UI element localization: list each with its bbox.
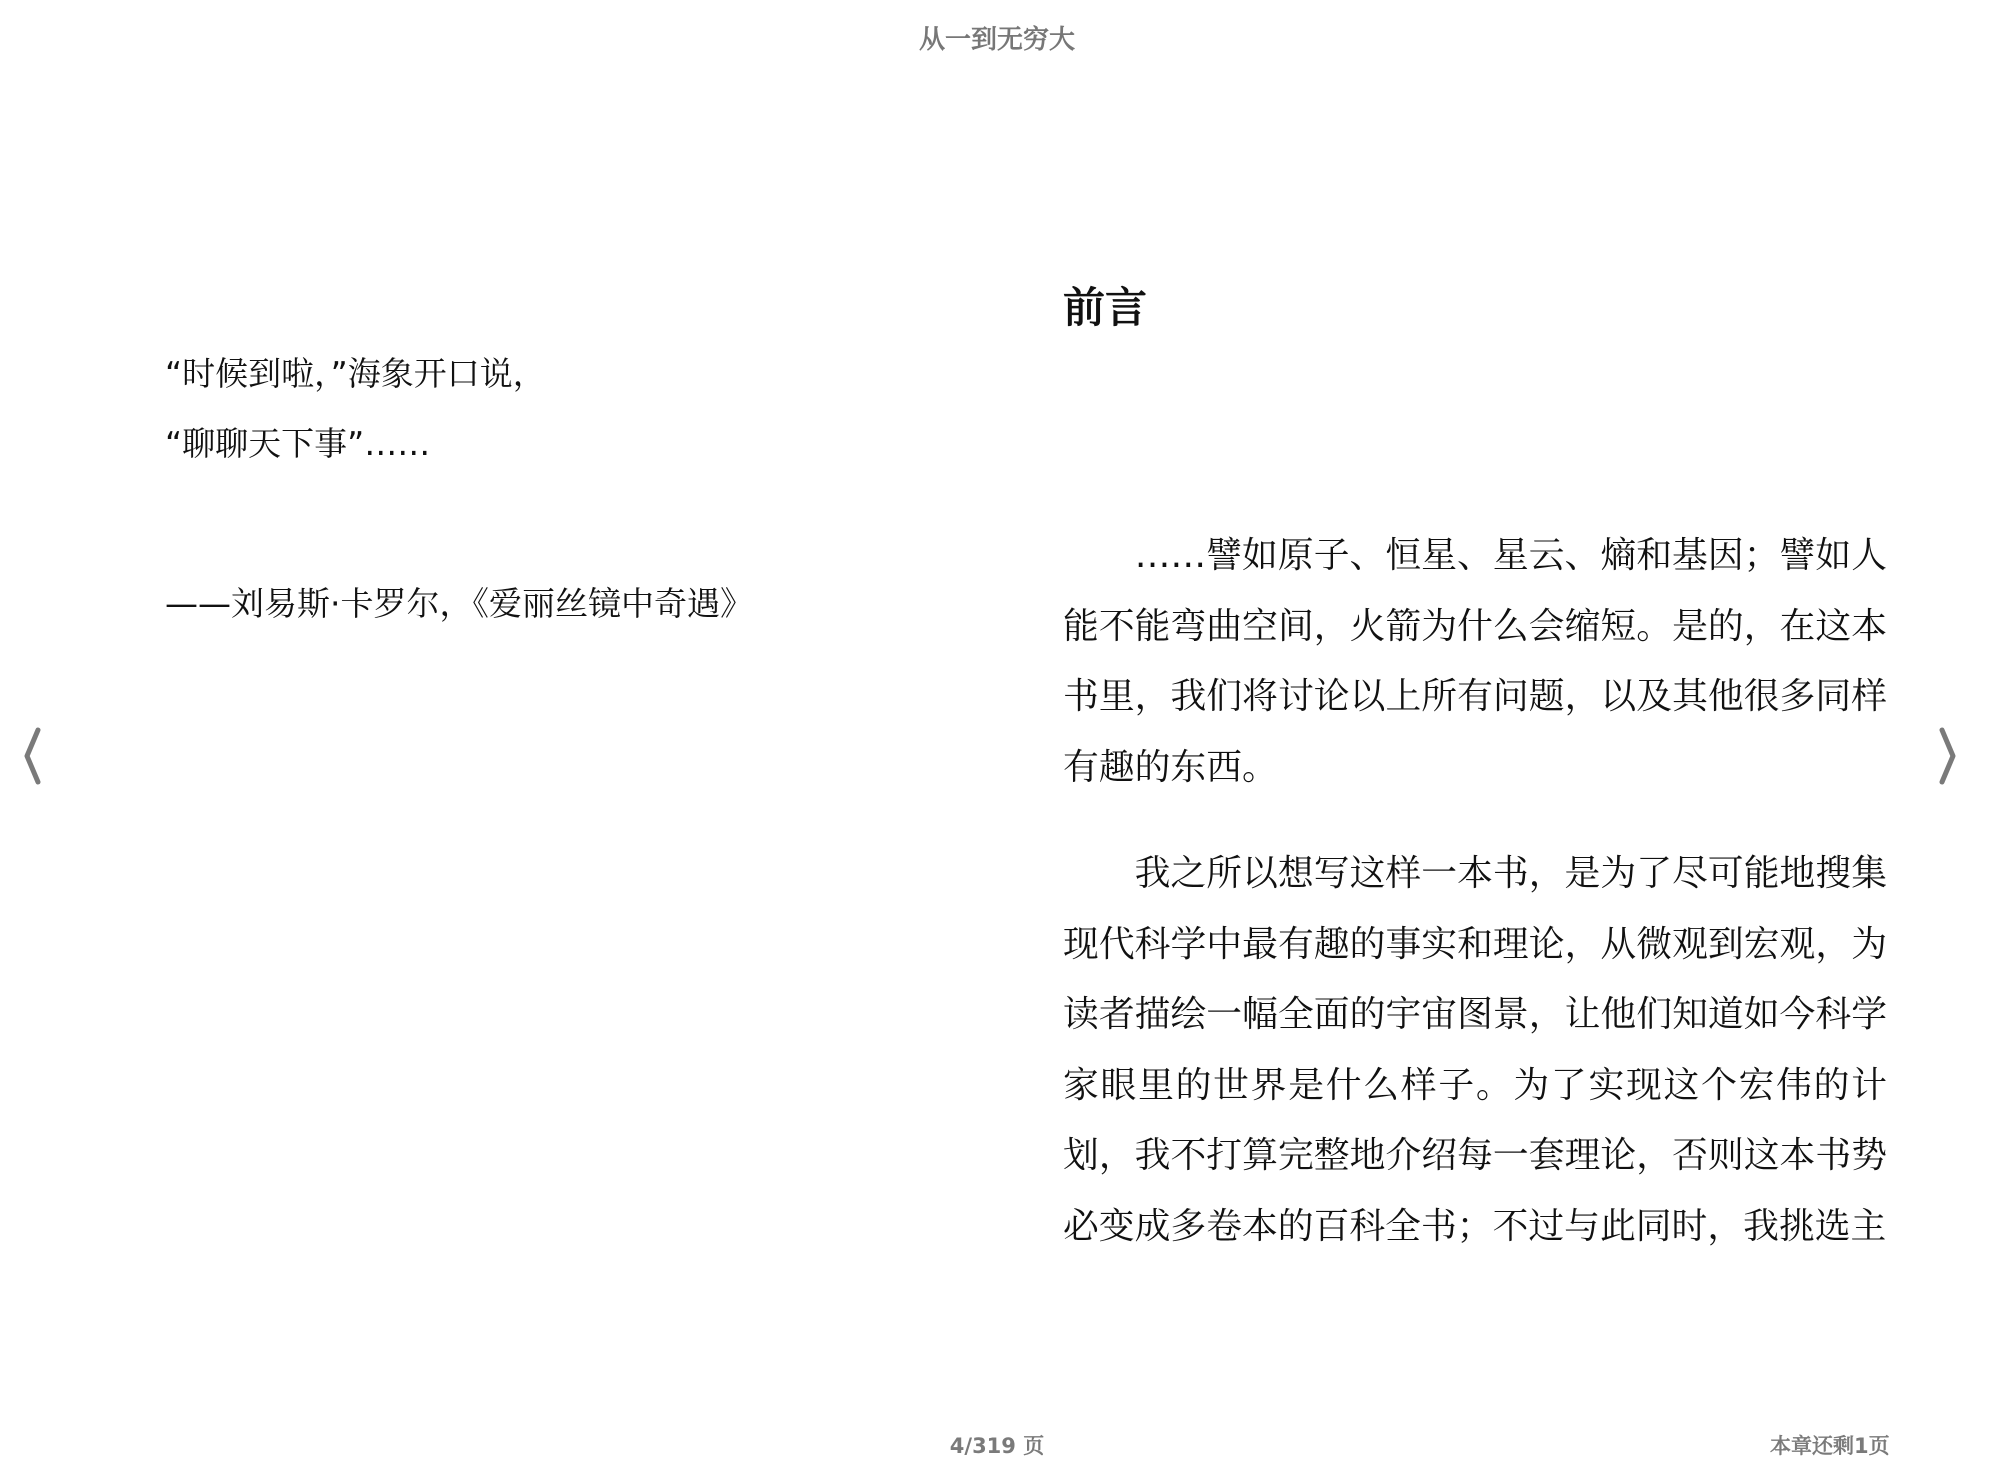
chevron-left-icon xyxy=(20,724,44,788)
page-indicator: 4/319 页 xyxy=(949,1434,1045,1458)
next-page-button[interactable] xyxy=(1928,718,1968,794)
paragraph: 我之所以想写这样一本书，是为了尽可能地搜集现代科学中最有趣的事实和理论，从微观到宏观，为读者描绘一幅全面的宇宙图景，让他们知道如今科学家眼里的世界是什么样子。为了实现这个宏伟的计划，我不打算完整地介绍每一套理论，否则这本书势必变成多卷本的百科全书；不过与此同时，我挑选主 xyxy=(1063,853,1887,1247)
previous-page-button[interactable] xyxy=(12,718,52,794)
epigraph-line: “时候到啦，”海象开口说， xyxy=(165,354,546,393)
chapter-remaining-pages: 本章还剩1页 xyxy=(1770,1434,1890,1458)
epigraph-line: “聊聊天下事”…… xyxy=(165,424,431,463)
book-title: 从一到无穷大 xyxy=(918,25,1075,55)
chapter-heading: 前言 xyxy=(1063,283,1148,332)
chapter-body xyxy=(1063,521,1887,1298)
epigraph-attribution: ——刘易斯·卡罗尔，《爱丽丝镜中奇遇》 xyxy=(165,584,753,623)
paragraph: ……譬如原子、恒星、星云、熵和基因；譬如人能不能弯曲空间，火箭为什么会缩短。是的，在这本书里，我们将讨论以上所有问题，以及其他很多同样有趣的东西。 xyxy=(1063,535,1887,788)
chevron-right-icon xyxy=(1936,724,1960,788)
